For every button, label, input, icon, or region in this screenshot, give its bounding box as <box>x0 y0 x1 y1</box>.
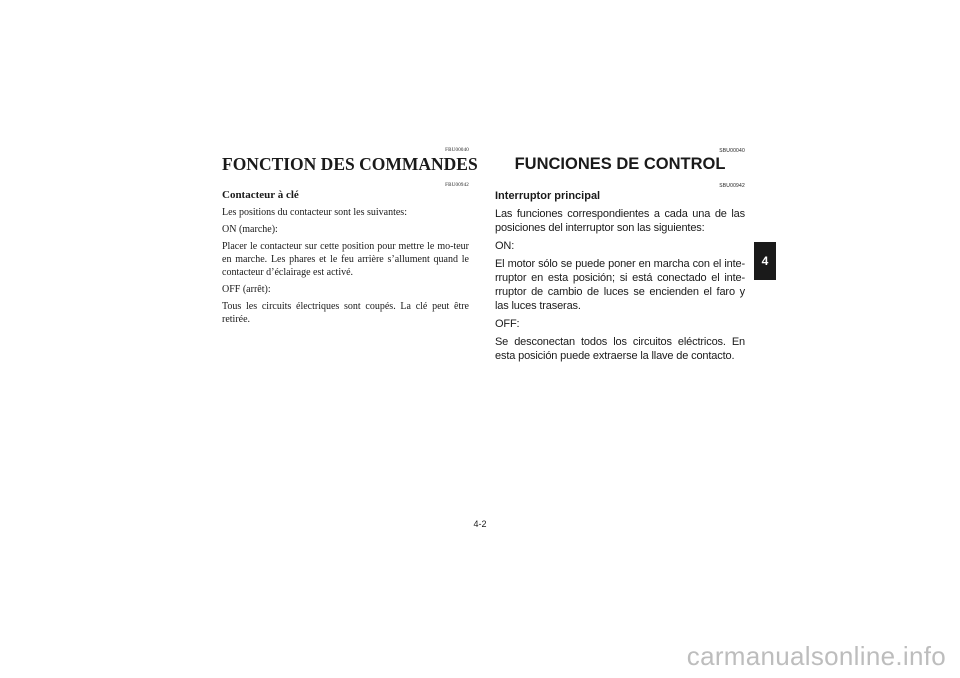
french-paragraph-off-label: OFF (arrêt): <box>222 284 271 295</box>
spanish-subsection-code: SBU00942 <box>719 183 745 189</box>
spanish-paragraph-intro: Las funciones correspondientes a cada una de las posiciones del interruptor son las siguientes: <box>495 208 745 234</box>
spanish-section-code: SBU00040 <box>719 148 745 154</box>
french-paragraph-off-text: Tous les circuits électriques sont coupés. La clé peut être retirée. <box>222 301 469 325</box>
spanish-paragraph-off-text: Se desconectan todos los circuitos eléctricos. En esta posición puede extraerse la llave de contacto. <box>495 336 745 362</box>
page-number: 4-2 <box>473 519 487 529</box>
french-paragraph-on-text: Placer le contacteur sur cette position pour mettre le mo-teur en marche. Les phares et le feu arrière s’allument quand le contacteur d’éclairage est activé. <box>222 241 469 278</box>
chapter-tab: 4 <box>754 242 776 280</box>
french-paragraph-intro: Les positions du contacteur sont les suivantes: <box>222 207 407 218</box>
french-subsection-code: FBU00942 <box>445 183 469 188</box>
french-column <box>222 148 478 330</box>
french-paragraph-on-label: ON (marche): <box>222 224 278 235</box>
french-section-code: FBU00040 <box>445 148 469 153</box>
spanish-paragraph-off-label: OFF: <box>495 318 520 330</box>
spanish-paragraph-on-label: ON: <box>495 240 515 252</box>
spanish-paragraph-on-text: El motor sólo se puede poner en marcha con el inte-rruptor en esta posición; si está conectado el inte-rruptor de cambio de luces se encienden el faro y las luces traseras. <box>495 258 745 312</box>
spanish-column <box>495 148 745 367</box>
watermark: carmanualsonline.info <box>686 641 946 671</box>
spanish-heading: Interruptor principal <box>495 190 601 202</box>
spanish-title: FUNCIONES DE CONTROL <box>514 155 726 173</box>
french-heading: Contacteur à clé <box>222 189 299 201</box>
french-title: FONCTION DES COMMANDES <box>222 154 478 174</box>
